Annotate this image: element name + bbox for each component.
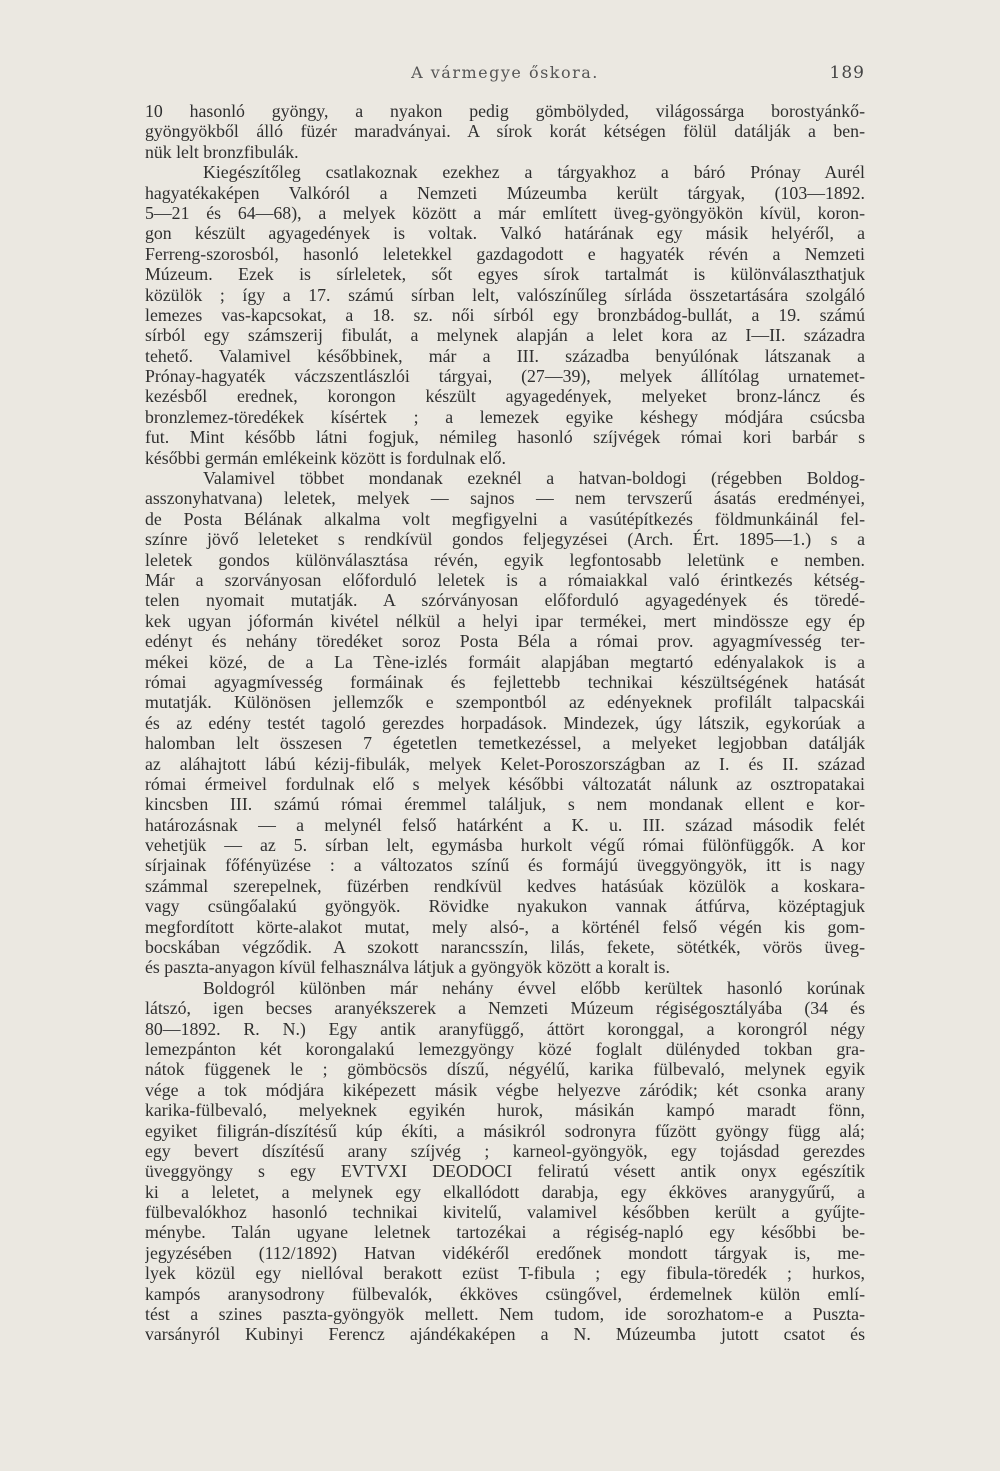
text-line: üveggyöngy s egy EVTVXI DEODOCI feliratú vésett antik onyx egészítik: [145, 1161, 865, 1182]
text-line: kampós aranysodrony fülbevalók, ékköves csüngővel, érdemelnek külön emlí-: [145, 1283, 865, 1304]
text-line: vége a tok módjára kiképezett másik végbe helyezve záródik; két csonka arany: [145, 1079, 865, 1100]
text-line: ki a leletet, a melynek egy elkallódott darabja, egy ékköves aranygyűrű, a: [145, 1181, 865, 1202]
text-line: hagyatékaképen Valkóról a Nemzeti Múzeumba került tárgyak, (103—1892.: [145, 182, 865, 203]
text-line: tést a szines paszta-gyöngyök mellett. Nem tudom, ide sorozhatom-e a Puszta-: [145, 1304, 865, 1325]
text-line: határozásnak — a melynél felső határként a K. u. III. század második felét: [145, 814, 865, 835]
running-header: [145, 63, 865, 87]
text-line: számmal szerepelnek, füzérben rendkívül kedves hatásúak közülök a koskara-: [145, 875, 865, 896]
text-line: fut. Mint később látni fogjuk, némileg hasonló szíjvégek római kori barbár s: [145, 427, 865, 448]
text-line: római érmeivel fordulnak elő s melyek későbbi változatát nálunk az osztropatakai: [145, 773, 865, 794]
text-line: egy bevert díszítésű arany szíjvég ; karneol-gyöngyök, egy tojásdad gerezdes: [145, 1140, 865, 1161]
text-line: gon készült agyagedények is voltak. Valkó határának egy másik helyéről, a: [145, 223, 865, 244]
text-line: halomban lelt összesen 7 égetetlen temetkezéssel, a melyeket legjobban datálják: [145, 733, 865, 754]
text-line: Már a szorványosan előforduló leletek is a rómaiakkal való érintkezés kétség-: [145, 569, 865, 590]
text-line: Múzeum. Ezek is sírleletek, sőt egyes sírok tartalmát is különválaszthatjuk: [145, 264, 865, 285]
text-line: ménybe. Talán ugyane leletnek tartozékai a régiség-napló egy későbbi be-: [145, 1222, 865, 1243]
text-line: római agyagmívesség formáinak és fejlettebb technikai készültségének hatását: [145, 671, 865, 692]
text-line: nük lelt bronzfibulák.: [145, 141, 299, 162]
text-line: jegyzésében (112/1892) Hatvan vidékéről eredőnek mondott tárgyak is, me-: [145, 1242, 865, 1263]
text-line: és az edény testét tagoló gerezdes horpadások. Mindezek, úgy látszik, egykorúak a: [145, 712, 865, 733]
text-line: telen nyomait mutatják. A szórványosan előforduló agyagedények és töredé-: [145, 590, 865, 611]
text-line: gyöngyökből álló füzér maradványai. A sírok korát kétségen fölül datálják a ben-: [145, 121, 865, 142]
text-line: későbbi germán emlékeink között is fordulnak elő.: [145, 447, 506, 468]
text-line: fülbevalókhoz hasonló technikai kivitelű, valamivel későbben került a gyűjte-: [145, 1202, 865, 1223]
body-text: [145, 101, 865, 1345]
text-line: bocskában végződik. A szokott narancsszín, lilás, fekete, sötétkék, vörös üveg-: [145, 937, 865, 958]
text-line: és paszta-anyagon kívül felhasználva látjuk a gyöngyök között a koralt is.: [145, 957, 670, 978]
text-line: 5—21 és 64—68), a melyek között a már említett üveg-gyöngyökön kívül, koron-: [145, 202, 865, 223]
text-line: lemezes vas-kapcsokat, a 18. sz. női sírból egy bronzbádog-bullát, a 19. számú: [145, 304, 865, 325]
text-line: varsányról Kubinyi Ferencz ajándékaképen a N. Múzeumba jutott csatot és: [145, 1324, 865, 1345]
text-line: mékei közé, de a La Tène-izlés formáit alapjában megtartó edényalakok is a: [145, 651, 865, 672]
text-line: sírból egy számszerij fibulát, a melynek alapján a lelet kora az I—II. századra: [145, 325, 865, 346]
text-line: közülök ; így a 17. számú sírban lelt, valószínűleg sírláda összetartására szolgáló: [145, 284, 865, 305]
text-line: Boldogról különben már nehány évvel előbb kerültek hasonló korúnak: [203, 977, 865, 998]
text-line: kezésből erednek, korongon készült agyagedények, melyeket bronz-láncz és: [145, 386, 865, 407]
text-line: színre jövő leleteket s rendkívül gondos feljegyzései (Arch. Ért. 1895—1.) s a: [145, 529, 865, 550]
page-number: 189: [829, 63, 865, 83]
text-line: edényt és nehány töredéket soroz Posta Béla a római prov. agyagmívesség ter-: [145, 631, 865, 652]
text-line: asszonyhatvana) leletek, melyek — sajnos — nem tervszerű ásatás eredményei,: [145, 488, 865, 509]
text-line: Valamivel többet mondanak ezeknél a hatvan-boldogi (régebben Boldog-: [203, 468, 865, 489]
text-line: 10 hasonló gyöngy, a nyakon pedig gömbölyded, világossárga borostyánkő-: [145, 101, 865, 121]
text-line: leletek gondos különválasztása révén, egyik legfontosabb leletünk e nemben.: [145, 549, 865, 570]
text-line: megfordított körte-alakot mutat, mely alsó-, a körténél felső végén kis gom-: [145, 916, 865, 937]
text-line: sírjainak főfényüzése : a változatos színű és formájú üveggyöngyök, itt is nagy: [145, 855, 865, 876]
text-line: mutatják. Különösen jellemzők e szempontból az edényeknek profilált talpacskái: [145, 692, 865, 713]
text-line: kincsben III. számú római éremmel találjuk, s nem mondanak ellent e kor-: [145, 794, 865, 815]
text-line: 80—1892. R. N.) Egy antik aranyfüggő, áttört koronggal, a korongról négy: [145, 1018, 865, 1039]
text-line: Prónay-hagyaték váczszentlászlói tárgyai, (27—39), melyek állítólag urnatemet-: [145, 366, 865, 387]
text-line: de Posta Bélának alkalma volt megfigyelni a vasútépítkezés földmunkáinál fel-: [145, 508, 865, 529]
text-line: Kiegészítőleg csatlakoznak ezekhez a tárgyakhoz a báró Prónay Aurél: [203, 162, 865, 183]
text-line: látszó, igen becses aranyékszerek a Nemzeti Múzeum régiségosztályába (34 és: [145, 998, 865, 1019]
text-line: bronzlemez-töredékek kísértek ; a lemezek egyike késhegy módjára csúcsba: [145, 406, 865, 427]
text-line: vagy csüngőalakú gyöngyök. Rövidke nyakukon vannak átfúrva, középtagjuk: [145, 896, 865, 917]
running-title: A vármegye őskora.: [411, 63, 599, 82]
text-line: vehetjük — az 5. sírban lelt, egymásba hurkolt végű római fülönfüggők. A kor: [145, 835, 865, 856]
text-line: Ferreng-szorosból, hasonló leletekkel gazdagodott e hagyaték révén a Nemzeti: [145, 243, 865, 264]
text-line: az aláhajtott lábú kézij-fibulák, melyek Kelet-Poroszországban az I. és II. század: [145, 753, 865, 774]
text-line: karika-fülbevaló, melyeknek egyikén hurok, másikán kampó maradt fönn,: [145, 1100, 865, 1121]
text-line: tehető. Valamivel későbbinek, már a III. századba benyúlónak látszanak a: [145, 345, 865, 366]
text-line: lemezpánton két korongalakú lemezgyöngy közé foglalt dülényded tokban gra-: [145, 1038, 865, 1059]
text-line: nátok függenek le ; gömböcsös díszű, négyélű, karika fülbevaló, melynek egyik: [145, 1059, 865, 1080]
text-line: lyek közül egy niellóval berakott ezüst T-fibula ; egy fibula-töredék ; hurkos,: [145, 1263, 865, 1284]
text-line: kek ugyan jóformán kivétel nélkül a helyi ipar termékei, mert mindössze egy ép: [145, 610, 865, 631]
text-line: egyiket filigrán-díszítésű kúp ékíti, a másikról sodronyra fűzött gyöngy függ alá;: [145, 1120, 865, 1141]
